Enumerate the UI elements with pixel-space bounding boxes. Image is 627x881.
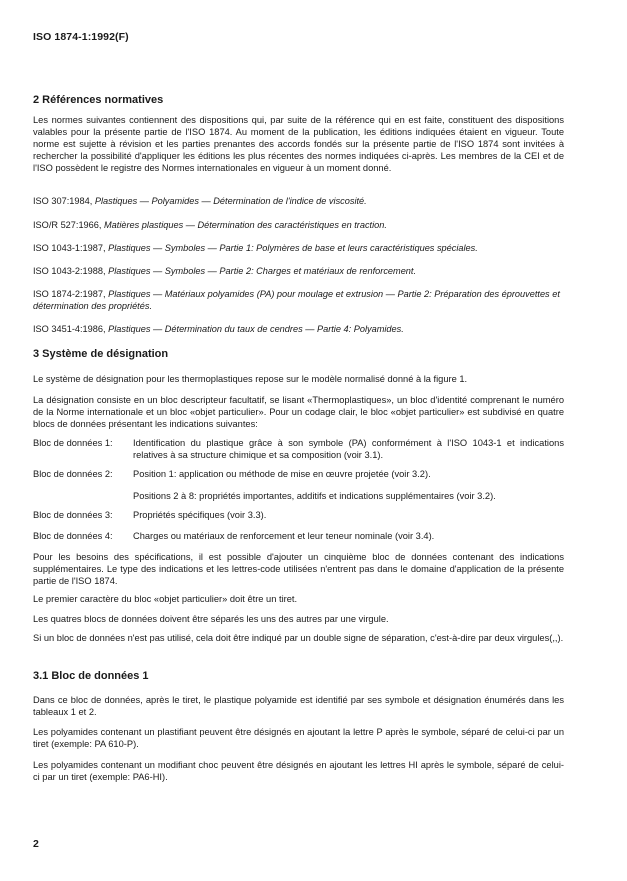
reference-code: ISO 1043-1:1987, [33, 243, 106, 253]
section-2-intro: Les normes suivantes contiennent des dispositions qui, par suite de la référence qui en est faite, constituent des dispositions valables pour la présente partie de l'ISO 1874. Au moment de la publication, les éditions indiquées étaient en vigueur. Toute norme est sujette à révision et les parties prenantes des accords fondés sur la présente partie de l'ISO 1874 sont invitées à rechercher la possibilité d'appliquer les éditions les plus récentes des normes indiquées ci-après. Les membres de la CEI et de l'ISO possèdent le registre des Normes internationales en vigueur à un moment donné. [33, 115, 564, 173]
reference-title: Plastiques — Polyamides — Détermination de l'indice de viscosité. [94, 196, 367, 206]
reference-title: Plastiques — Symboles — Partie 1: Polymères de base et leurs caractéristiques spéciales. [108, 243, 478, 253]
data-block-text: Position 1: application ou méthode de mise en œuvre projetée (voir 3.2). [133, 469, 431, 479]
reference-title: Plastiques — Symboles — Partie 2: Charges et matériaux de renforcement. [108, 266, 417, 276]
data-block-text: Propriétés spécifiques (voir 3.3). [133, 510, 267, 520]
reference-item [33, 288, 564, 312]
section-3-1-heading: 3.1 Bloc de données 1 [33, 670, 149, 682]
reference-item [33, 195, 367, 207]
section-3-paragraph: Le premier caractère du bloc «objet particulier» doit être un tiret. [33, 594, 298, 604]
section-3-heading: 3 Système de désignation [33, 348, 169, 360]
data-block-label: Bloc de données 4: [33, 531, 113, 541]
data-block-text: Identification du plastique grâce à son symbole (PA) conformément à l'ISO 1043-1 et indications relatives à sa structure chimique et sa composition (voir 3.1). [133, 438, 564, 460]
document-header: ISO 1874-1:1992(F) [33, 31, 129, 43]
section-3-paragraph: Les quatres blocs de données doivent être séparés les uns des autres par une virgule. [33, 614, 389, 624]
data-block-text: Positions 2 à 8: propriétés importantes, additifs et indications supplémentaires (voir 3.2). [133, 491, 496, 501]
section-3-1-paragraph: Dans ce bloc de données, après le tiret, le plastique polyamide est identifié par ses symbole et désignation énumérés dans les tableaux 1 et 2. [33, 695, 564, 717]
reference-code: ISO 3451-4:1986, [33, 324, 106, 334]
reference-item [33, 323, 404, 335]
reference-item [33, 265, 416, 277]
reference-title: Plastiques — Matériaux polyamides (PA) pour moulage et extrusion — Partie 2: Préparation des éprouvettes et détermination des propriétés. [33, 289, 560, 311]
section-2-heading: 2 Références normatives [33, 94, 164, 106]
reference-code: ISO 1874-2:1987, [33, 289, 106, 299]
reference-code: ISO 307:1984, [33, 196, 93, 206]
reference-code: ISO/R 527:1966, [33, 220, 102, 230]
section-3-paragraph: La désignation consiste en un bloc descripteur facultatif, se lisant «Thermoplastiques», un bloc d'identité comprenant le numéro de la Norme internationale et un bloc «objet particulier». Pour un codage clair, le bloc «objet particulier» est subdivisé en quatre blocs de données présentant les indications suivantes: [33, 395, 564, 429]
section-3-paragraph: Le système de désignation pour les thermoplastiques repose sur le modèle normalisé donné à la figure 1. [33, 374, 468, 384]
page-number: 2 [33, 838, 39, 850]
reference-code: ISO 1043-2:1988, [33, 266, 106, 276]
reference-title: Plastiques — Détermination du taux de cendres — Partie 4: Polyamides. [108, 324, 404, 334]
reference-title: Matières plastiques — Détermination des caractéristiques en traction. [104, 220, 387, 230]
section-3-1-paragraph: Les polyamides contenant un plastifiant peuvent être désignés en ajoutant la lettre P après le symbole, séparé de celui-ci par un tiret (exemple: PA 610-P). [33, 727, 564, 749]
reference-item [33, 219, 387, 231]
section-3-paragraph: Pour les besoins des spécifications, il est possible d'ajouter un cinquième bloc de données contenant des indications supplémentaires. Le type des indications et les lettres-code utilisées n'entrent pas dans le domaine d'application de la présente partie de l'ISO 1874. [33, 552, 564, 586]
section-3-paragraph: Si un bloc de données n'est pas utilisé, cela doit être indiqué par un double signe de séparation, c'est-à-dire par deux virgules(,,). [33, 633, 564, 643]
data-block-label: Bloc de données 3: [33, 510, 113, 520]
section-3-1-paragraph: Les polyamides contenant un modifiant choc peuvent être désignés en ajoutant les lettres HI après le symbole, séparé de celui-ci par un tiret (exemple: PA6-HI). [33, 760, 564, 782]
data-block-label: Bloc de données 2: [33, 469, 113, 479]
data-block-label: Bloc de données 1: [33, 438, 113, 448]
data-block-text: Charges ou matériaux de renforcement et leur teneur nominale (voir 3.4). [133, 531, 435, 541]
reference-item [33, 242, 478, 254]
